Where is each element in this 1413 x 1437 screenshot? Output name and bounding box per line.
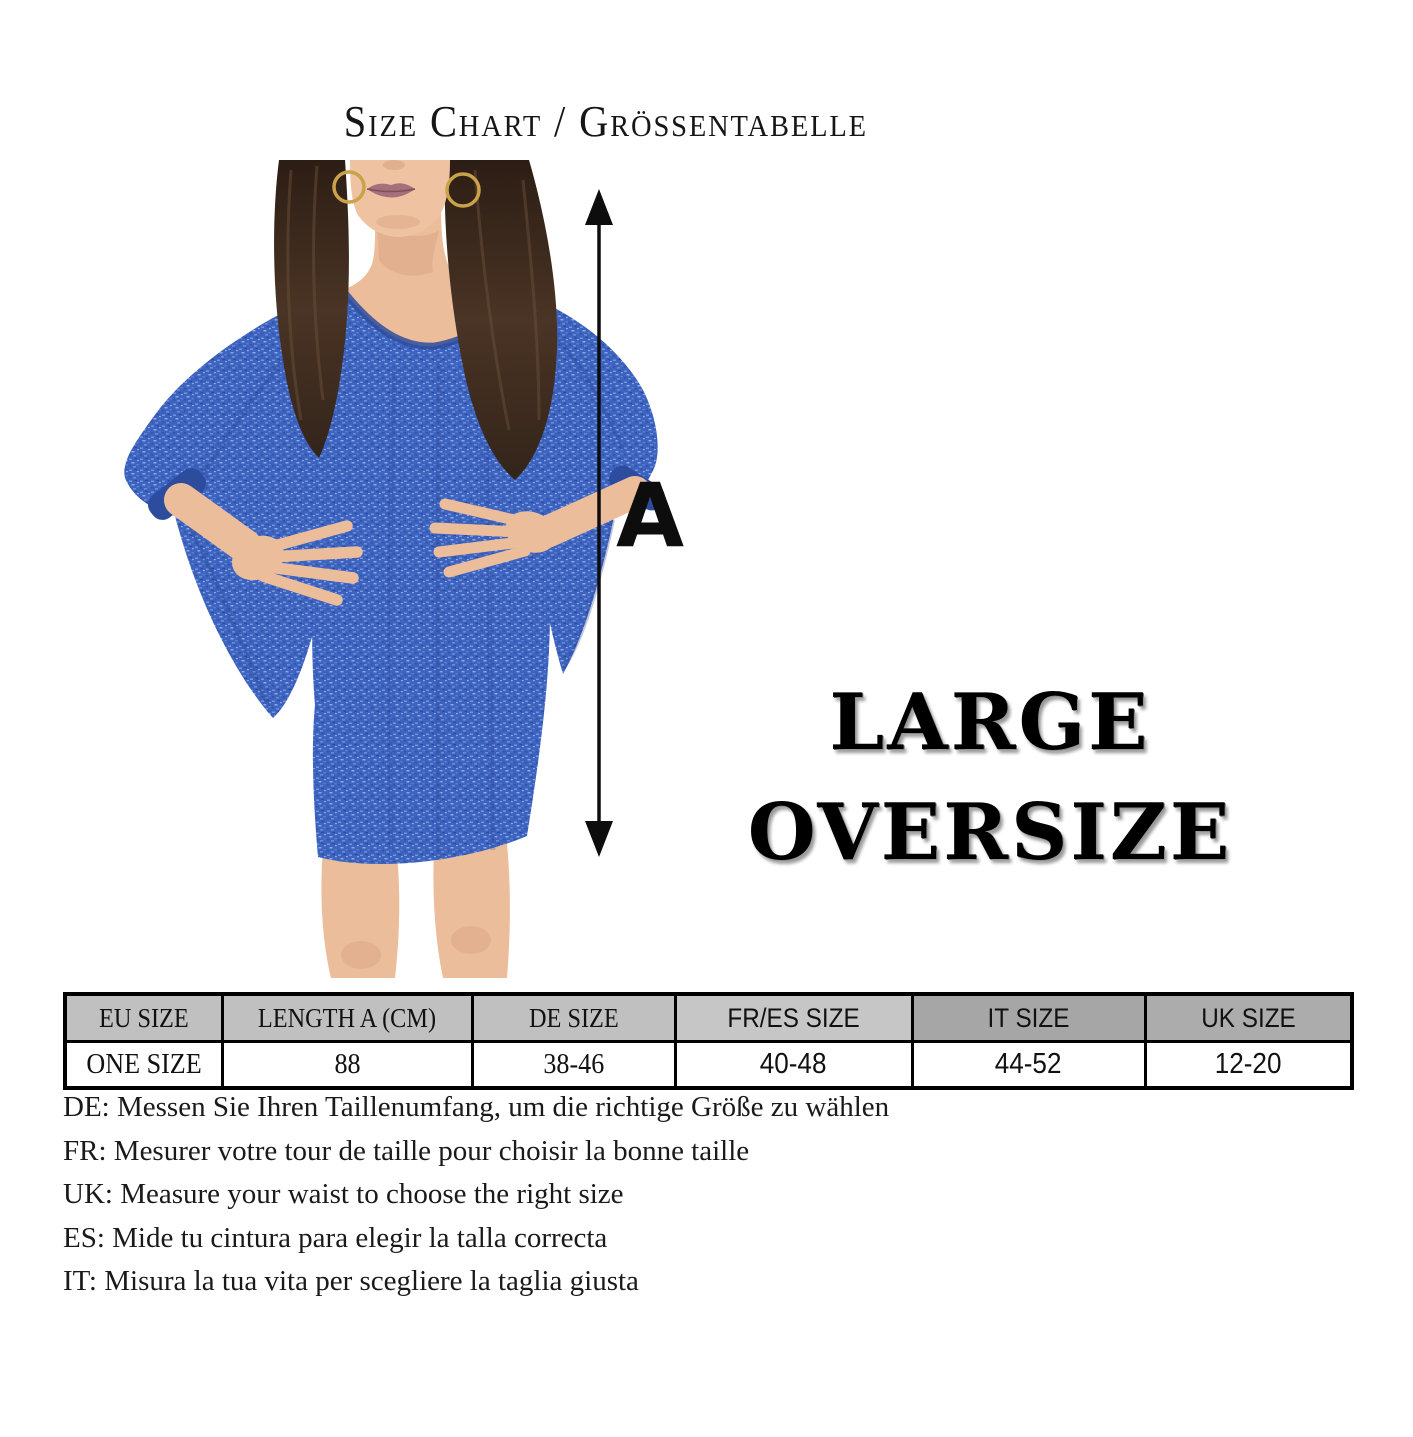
size-variant-label xyxy=(745,668,1235,888)
header-it-size: IT SIZE xyxy=(912,994,1145,1042)
instruction-line-es: ES: Mide tu cintura para elegir la talla correcta xyxy=(63,1221,608,1254)
cell-eu-size: ONE SIZE xyxy=(65,1042,222,1089)
size-table-header-row xyxy=(65,994,1352,1042)
measuring-instructions xyxy=(63,1086,1163,1304)
instruction-line-fr: FR: Mesurer votre tour de taille pour choisir la bonne taille xyxy=(63,1134,750,1167)
cell-it-size: 44-52 xyxy=(912,1042,1145,1089)
cell-uk-size: 12-20 xyxy=(1145,1042,1352,1089)
cell-length-a: 88 xyxy=(222,1042,472,1089)
cell-fr-es-size: 40-48 xyxy=(675,1042,912,1089)
size-table-data-row xyxy=(65,1042,1352,1089)
length-arrow-label: A xyxy=(616,464,685,567)
size-variant-line1: LARGE xyxy=(829,677,1151,768)
arrowhead-up xyxy=(585,189,613,225)
header-uk-size: UK SIZE xyxy=(1145,994,1352,1042)
instruction-line-it: IT: Misura la tua vita per scegliere la taglia giusta xyxy=(63,1265,639,1297)
header-eu-size: EU SIZE xyxy=(65,994,222,1042)
header-de-size: DE SIZE xyxy=(472,994,675,1042)
size-table xyxy=(63,992,1354,1090)
header-fr-es-size: FR/ES SIZE xyxy=(675,994,912,1042)
page-title xyxy=(170,96,1042,147)
arrowhead-down xyxy=(585,821,613,857)
instruction-line-uk: UK: Measure your waist to choose the right size xyxy=(63,1178,624,1210)
cell-de-size: 38-46 xyxy=(472,1042,675,1089)
instruction-line-de: DE: Messen Sie Ihren Taillenumfang, um die richtige Größe zu wählen xyxy=(63,1091,890,1123)
page-title-text: Size Chart / Grössentabelle xyxy=(343,97,869,146)
size-variant-line2: OVERSIZE xyxy=(747,787,1233,878)
header-length-a: LENGTH A (CM) xyxy=(222,994,472,1042)
